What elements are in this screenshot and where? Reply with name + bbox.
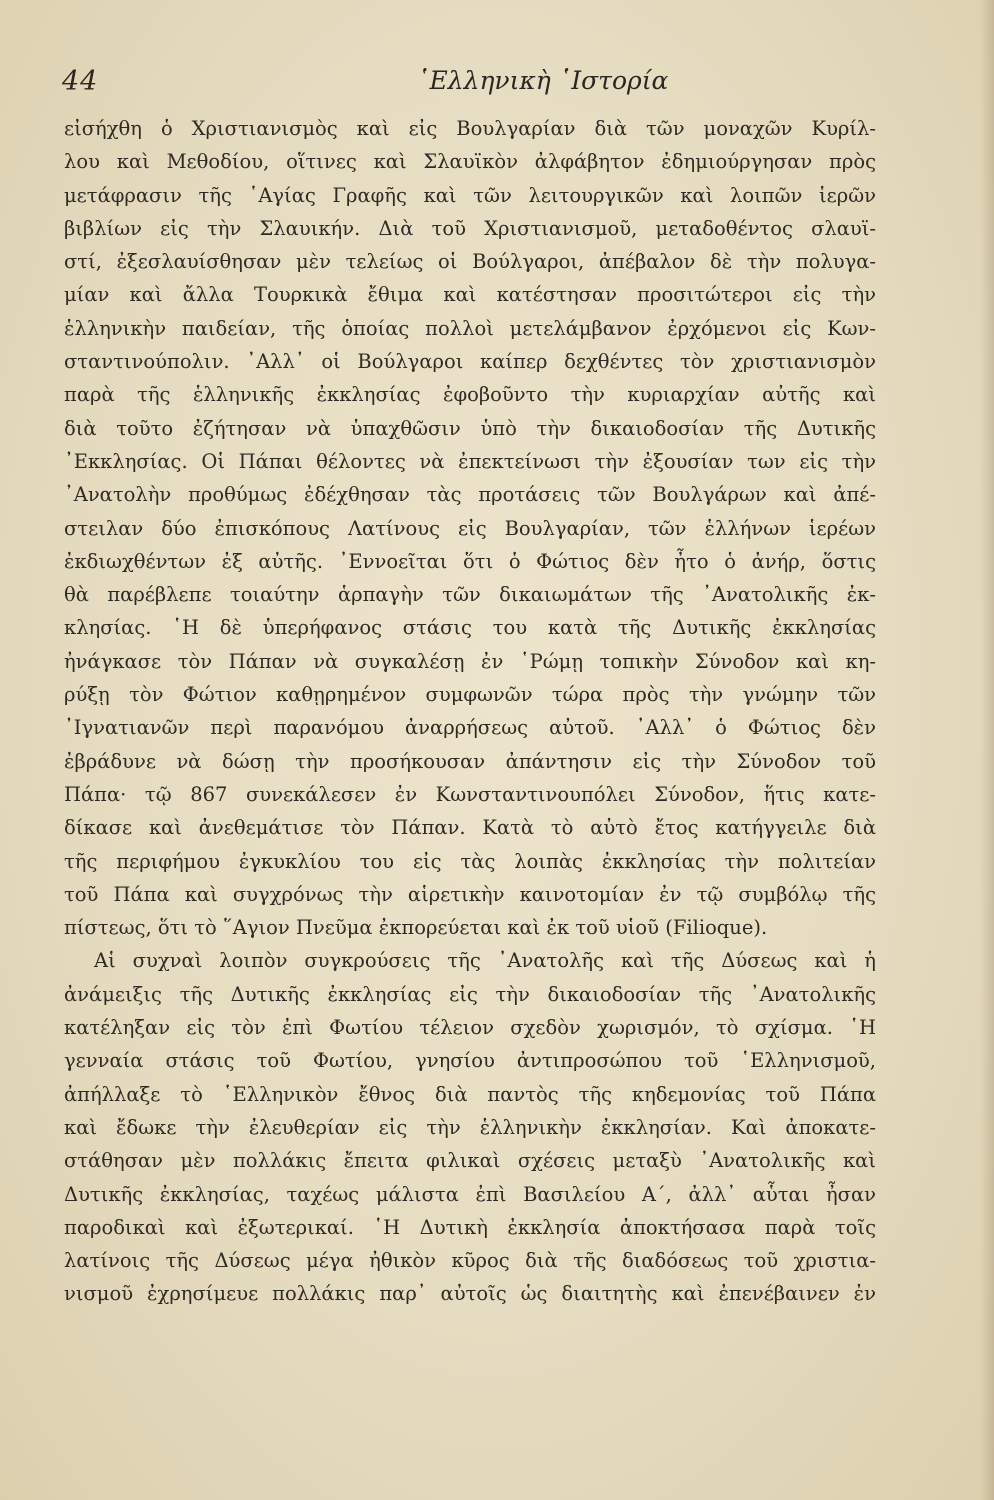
text-line: στειλαν δύο ἐπισκόπους Λατίνους εἰς Βουλγαρίαν, τῶν ἑλλήνων ἱερέων (64, 516, 876, 540)
text-line: τοῦ Πάπα καὶ συγχρόνως τὴν αἱρετικὴν καινοτομίαν ἐν τῷ συμβόλῳ τῆς (64, 882, 876, 906)
text-line: ᾿Ανατολὴν προθύμως ἐδέχθησαν τὰς προτάσεις τῶν Βουλγάρων καὶ ἀπέ- (64, 483, 876, 507)
text-line: λατίνοις τῆς Δύσεως μέγα ἠθικὸν κῦρος διὰ τῆς διαδόσεως τοῦ χριστια- (64, 1249, 876, 1273)
text-line: Αἱ συχναὶ λοιπὸν συγκρούσεις τῆς ᾿Ανατολῆς καὶ τῆς Δύσεως καὶ ἡ (94, 949, 876, 973)
text-line: στάθησαν μὲν πολλάκις ἔπειτα φιλικαὶ σχέσεις μεταξὺ ᾿Ανατολικῆς καὶ (64, 1149, 876, 1173)
text-line: ᾿Ιγνατιανῶν περὶ παρανόμου ἀναρρήσεως αὐτοῦ. ᾿Αλλ᾿ ὁ Φώτιος δὲν (64, 716, 876, 740)
text-line: ἑλληνικὴν παιδείαν, τῆς ὁποίας πολλοὶ μετελάμβανον ἐρχόμενοι εἰς Κων- (64, 316, 876, 340)
text-line: κατέληξαν εἰς τὸν ἐπὶ Φωτίου τέλειον σχεδὸν χωρισμόν, τὸ σχίσμα. ῾Η (64, 1016, 876, 1040)
text-line: καὶ ἔδωκε τὴν ἐλευθερίαν εἰς τὴν ἑλληνικὴν ἐκκλησίαν. Καὶ ἀποκατε- (64, 1115, 876, 1139)
text-line: ἀπήλλαξε τὸ ῾Ελληνικὸν ἔθνος διὰ παντὸς τῆς κηδεμονίας τοῦ Πάπα (64, 1082, 876, 1106)
text-line: βιβλίων εἰς τὴν Σλαυικήν. Διὰ τοῦ Χριστιανισμοῦ, μεταδοθέντος σλαυϊ- (64, 216, 876, 240)
text-line: ρύξῃ τὸν Φώτιον καθῃρημένον συμφωνῶν τώρα πρὸς τὴν γνώμην τῶν (64, 683, 876, 707)
page-number: 44 (62, 66, 99, 97)
body-text (64, 112, 876, 1311)
text-line: παρὰ τῆς ἑλληνικῆς ἐκκλησίας ἐφοβοῦντο τὴν κυριαρχίαν αὐτῆς καὶ (64, 383, 876, 407)
text-line: θὰ παρέβλεπε τοιαύτην ἁρπαγὴν τῶν δικαιωμάτων τῆς ᾿Ανατολικῆς ἐκ- (64, 583, 876, 607)
text-line: τῆς περιφήμου ἐγκυκλίου του εἰς τὰς λοιπὰς ἐκκλησίας τὴν πολιτείαν (64, 849, 876, 873)
page-edge-shadow (980, 0, 994, 1500)
text-line: ᾿Εκκλησίας. Οἱ Πάπαι θέλοντες νὰ ἐπεκτείνωσι τὴν ἐξουσίαν των εἰς τὴν (64, 449, 876, 473)
page-header (62, 64, 882, 104)
text-line: ἐβράδυνε νὰ δώσῃ τὴν προσήκουσαν ἀπάντησιν εἰς τὴν Σύνοδον τοῦ (64, 749, 876, 773)
text-line: ἐκδιωχθέντων ἐξ αὐτῆς. ᾿Εννοεῖται ὅτι ὁ Φώτιος δὲν ἦτο ὁ ἀνήρ, ὅστις (64, 549, 876, 573)
text-line: στί, ἐξεσλαυίσθησαν μὲν τελείως οἱ Βούλγαροι, ἀπέβαλον δὲ τὴν πολυγα- (64, 250, 876, 274)
text-line: παροδικαὶ καὶ ἐξωτερικαί. ῾Η Δυτικὴ ἐκκλησία ἀποκτήσασα παρὰ τοῖς (64, 1215, 876, 1239)
text-line: πίστεως, ὅτι τὸ ῞Αγιον Πνεῦμα ἐκπορεύεται καὶ ἐκ τοῦ υἱοῦ (Filioque). (64, 916, 768, 940)
text-line: ἀνάμειξις τῆς Δυτικῆς ἐκκλησίας εἰς τὴν δικαιοδοσίαν τῆς ᾿Ανατολικῆς (64, 982, 876, 1006)
running-title: ῾Ελληνικὴ ῾Ιστορία (417, 66, 669, 95)
text-line: μετάφρασιν τῆς ῾Αγίας Γραφῆς καὶ τῶν λειτουργικῶν καὶ λοιπῶν ἱερῶν (64, 183, 876, 207)
text-line: μίαν καὶ ἄλλα Τουρκικὰ ἔθιμα καὶ κατέστησαν προσιτώτεροι εἰς τὴν (64, 283, 876, 307)
text-line: εἰσήχθη ὁ Χριστιανισμὸς καὶ εἰς Βουλγαρίαν διὰ τῶν μοναχῶν Κυρίλ- (64, 117, 876, 140)
text-line: διὰ τοῦτο ἐζήτησαν νὰ ὑπαχθῶσιν ὑπὸ τὴν δικαιοδοσίαν τῆς Δυτικῆς (64, 416, 876, 440)
text-line: γενναία στάσις τοῦ Φωτίου, γνησίου ἀντιπροσώπου τοῦ ῾Ελληνισμοῦ, (64, 1049, 876, 1073)
text-line: νισμοῦ ἐχρησίμευε πολλάκις παρ᾿ αὐτοῖς ὡς διαιτητὴς καὶ ἐπενέβαινεν ἐν (64, 1282, 876, 1306)
text-line: λου καὶ Μεθοδίου, οἵτινες καὶ Σλαυϊκὸν ἀλφάβητον ἐδημιούργησαν πρὸς (64, 150, 876, 174)
text-line: ἠνάγκασε τὸν Πάπαν νὰ συγκαλέσῃ ἐν ῾Ρώμῃ τοπικὴν Σύνοδον καὶ κη- (64, 649, 876, 673)
text-line: σταντινούπολιν. ᾿Αλλ᾿ οἱ Βούλγαροι καίπερ δεχθέντες τὸν χριστιανισμὸν (64, 350, 876, 374)
text-line: Πάπα· τῷ 867 συνεκάλεσεν ἐν Κωνσταντινουπόλει Σύνοδον, ἥτις κατε- (64, 782, 876, 806)
text-line: κλησίας. ῾Η δὲ ὑπερήφανος στάσις του κατὰ τῆς Δυτικῆς ἐκκλησίας (64, 616, 876, 640)
text-line: Δυτικῆς ἐκκλησίας, ταχέως μάλιστα ἐπὶ Βασιλείου Α΄, ἀλλ᾿ αὗται ἦσαν (64, 1182, 876, 1206)
text-line: δίκασε καὶ ἀνεθεμάτισε τὸν Πάπαν. Κατὰ τὸ αὐτὸ ἔτος κατήγγειλε διὰ (64, 816, 876, 840)
